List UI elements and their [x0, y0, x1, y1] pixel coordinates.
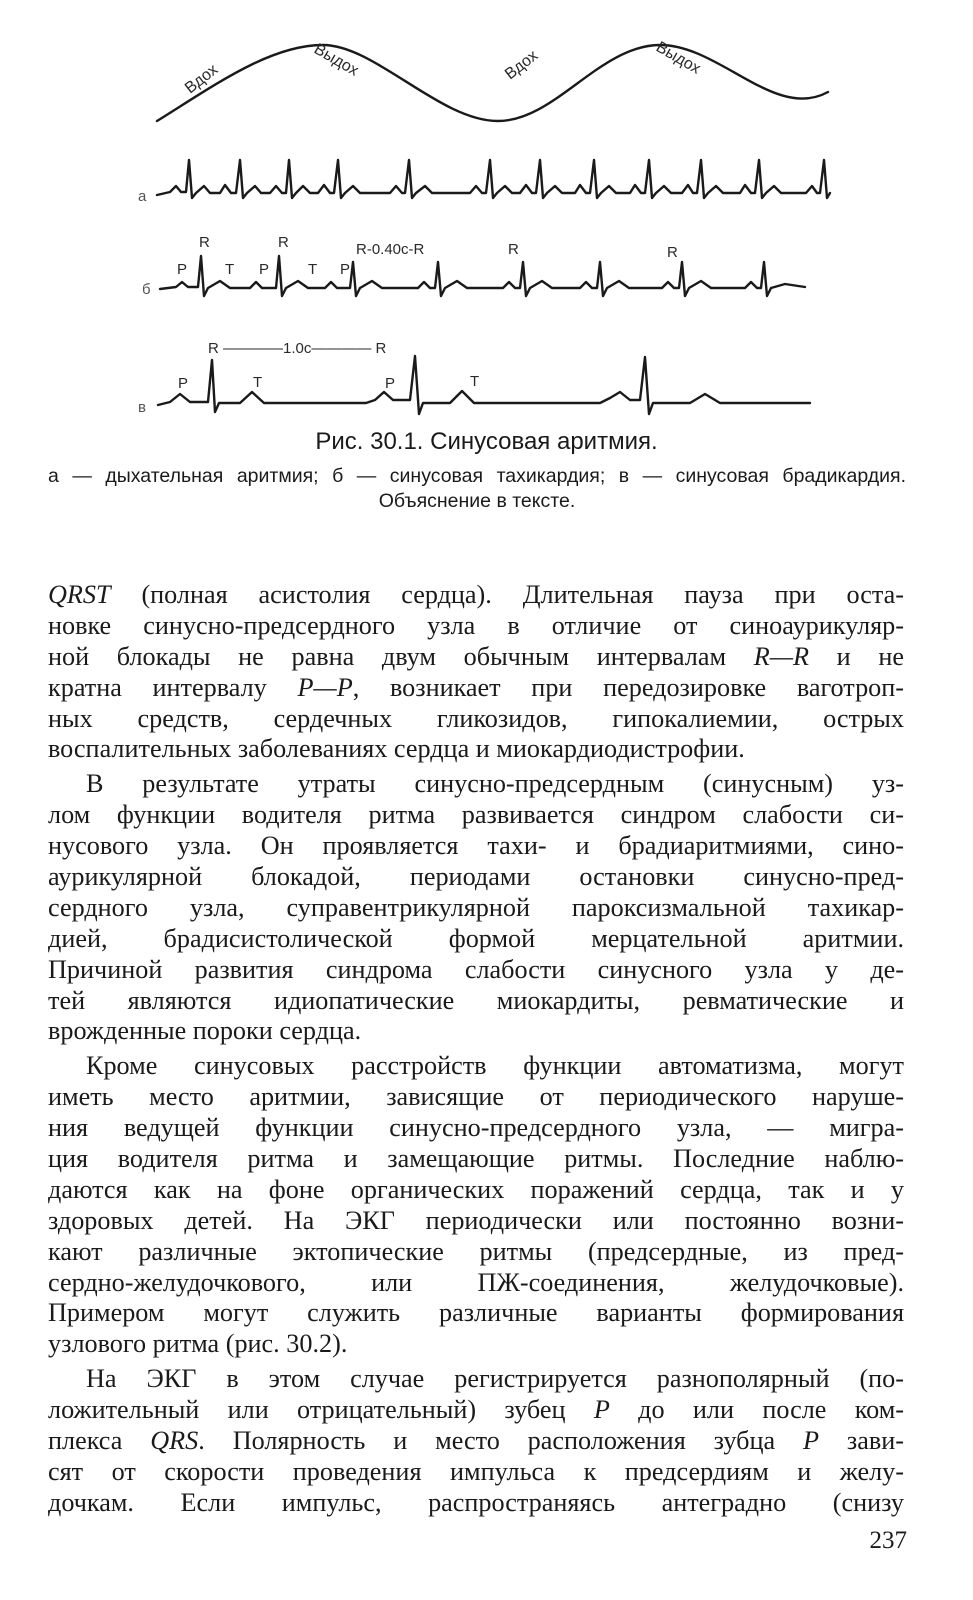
figure-caption-title: Рис. 30.1. Синусовая аритмия.: [315, 428, 658, 455]
trace-b-r-label-4: R: [508, 241, 519, 258]
trace-a-label: а: [138, 188, 147, 205]
trace-c-p-label-1: P: [178, 375, 189, 392]
p3-line-1: Кроме синусовых расстройств функции автоматизма, могут: [86, 1051, 904, 1081]
p4-line-1: На ЭКГ в этом случае регистрируется разнополярный (по-: [86, 1364, 904, 1394]
trace-c-t-label-1: T: [253, 374, 263, 391]
p3-line-3: ния ведущей функции синусно-предсердного узла, — мигра-: [48, 1113, 904, 1143]
p3-line-8: сердно-желудочкового, или ПЖ-соединения, желудочковые).: [48, 1267, 904, 1297]
ecg-figure: [0, 0, 973, 430]
ecg-diagram: [0, 0, 973, 430]
breathing-wave: [157, 45, 828, 121]
p1-line-2: новке синусно-предсердного узла в отличие от синоаурикуляр-: [48, 610, 904, 640]
p2-line-4: аурикулярной блокадой, периодами остановки синусно-пред-: [48, 862, 904, 892]
p2-line-6: дией, брадисистолической формой мерцательной аритмии.: [48, 923, 904, 953]
p1-line-6: воспалительных заболеваниях сердца и миокардиодистрофии.: [48, 734, 745, 764]
p1-line-3: ной блокады не равна двум обычным интервалам R—R и не: [48, 641, 904, 671]
trace-c-t-label-2: T: [470, 373, 480, 390]
breath-label-inhale-2: Вдох: [501, 47, 542, 84]
p2-line-7: Причиной развития синдрома слабости синусного узла у де-: [48, 954, 904, 984]
trace-b-p-label-2: P: [259, 261, 270, 278]
p2-line-8: тей являются идиопатические миокардиты, ревматические и: [48, 985, 904, 1015]
figure-caption-text: а — дыхательная аритмия; б — синусовая тахикардия; в — синусовая брадикардия. Объяснение в тексте.: [48, 465, 906, 512]
trace-b-r-label-2: R: [278, 234, 289, 251]
breath-label-exhale-1: Выдох: [311, 40, 362, 80]
trace-b-t-label-2: T: [308, 261, 318, 278]
p3-line-9: Примером могут служить различные варианты формирования: [48, 1298, 904, 1328]
paragraph-2: [48, 769, 904, 1047]
p1-line-5: ных средств, сердечных гликозидов, гипокалиемии, острых: [48, 703, 904, 733]
trace-b-r-label-1: R: [199, 234, 210, 251]
p3-line-2: иметь место аритмии, зависящие от периодического наруше-: [48, 1082, 904, 1112]
trace-b-label: б: [142, 281, 151, 298]
trace-c-interval: R ————1.0с———— R: [208, 340, 387, 357]
trace-c-p-label-2: P: [385, 375, 396, 392]
p3-line-4: ция водителя ритма и замещающие ритмы. Последние наблю-: [48, 1144, 904, 1174]
p2-line-9: врожденные пороки сердца.: [48, 1016, 362, 1046]
trace-b-p-label-3: P: [340, 261, 351, 278]
trace-b-r-label-3: R-0.40c-R: [356, 241, 425, 258]
p4-line-5: дочкам. Если импульс, распространяясь антеградно (снизу: [48, 1487, 904, 1517]
p3-line-6: здоровых детей. На ЭКГ периодически или постоянно возни-: [48, 1205, 904, 1235]
p2-line-3: нусового узла. Он проявляется тахи- и брадиаритмиями, сино-: [48, 831, 904, 861]
p4-line-4: сят от скорости проведения импульса к предсердиям и желу-: [48, 1456, 904, 1486]
p1-line-1: QRST (полная асистолия сердца). Длительная пауза при оста-: [48, 580, 904, 609]
p2-line-1: В результате утраты синусно-предсердным (синусным) уз-: [86, 769, 904, 799]
p4-line-3: плекса QRS. Полярность и место расположения зубца P зави-: [48, 1426, 904, 1456]
trace-a-ecg: [157, 160, 830, 198]
paragraph-4: [48, 1364, 904, 1518]
p3-line-10: узлового ритма (рис. 30.2).: [48, 1329, 348, 1359]
p2-line-2: лом функции водителя ритма развивается синдром слабости си-: [48, 800, 904, 830]
p3-line-7: кают различные эктопические ритмы (предсердные, из пред-: [48, 1236, 904, 1266]
page-number: 237: [869, 1527, 907, 1554]
p1-line-4: кратна интервалу P—P, возникает при передозировке ваготроп-: [48, 672, 904, 702]
paragraph-3: [48, 1051, 904, 1360]
trace-b-ecg: [160, 256, 805, 296]
body-text: [48, 580, 904, 1519]
breath-label-inhale-1: Вдох: [181, 61, 222, 98]
p3-line-5: даются как на фоне органических поражений сердца, так и у: [48, 1174, 904, 1204]
paragraph-1: [48, 580, 904, 765]
breath-label-exhale-2: Выдох: [653, 38, 704, 78]
trace-b-r-label-5: R: [667, 244, 678, 261]
p2-line-5: сердного узла, суправентрикулярной пароксизмальной тахикар-: [48, 892, 904, 922]
trace-b-p-label-1: P: [177, 261, 188, 278]
trace-c-label: в: [138, 399, 146, 416]
p4-line-2: ложительный или отрицательный) зубец P до или после ком-: [48, 1395, 904, 1425]
trace-b-t-label-1: T: [225, 261, 235, 278]
